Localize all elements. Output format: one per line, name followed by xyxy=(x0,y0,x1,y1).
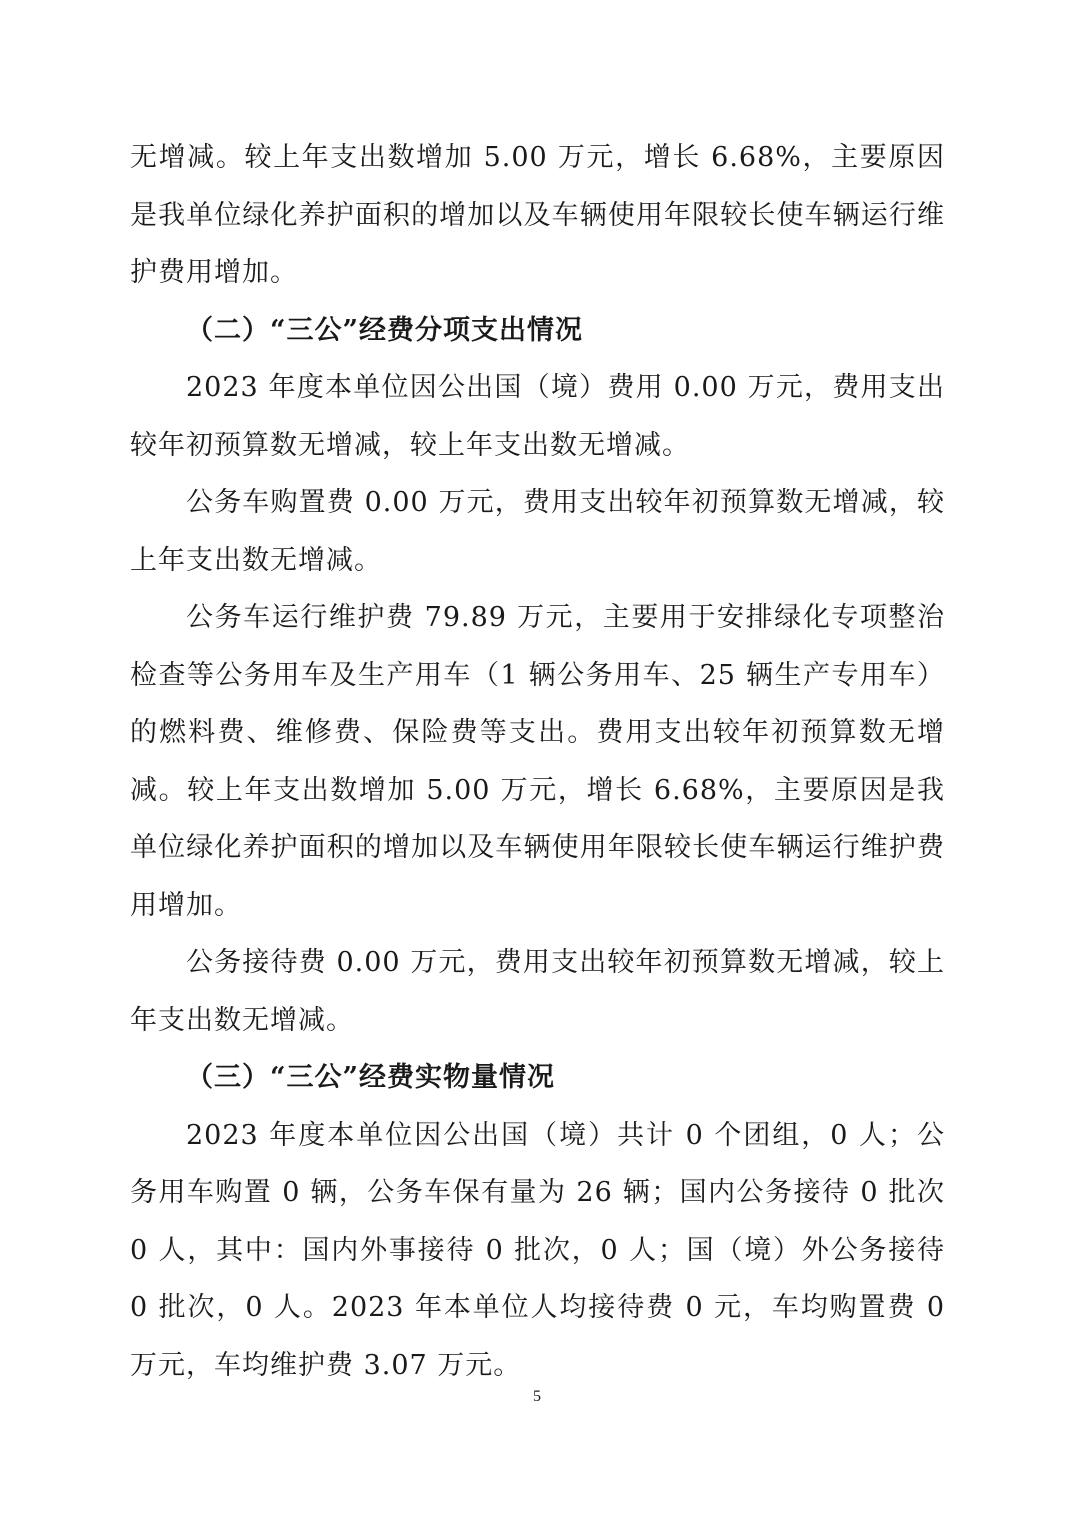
section-heading-2: （二）“三公”经费分项支出情况 xyxy=(186,314,584,346)
page-number: 5 xyxy=(533,1388,541,1405)
paragraph-physical-quantity: 2023 年度本单位因公出国（境）共计 0 个团组，0 人；公务用车购置 0 辆，公务车保有量为 26 辆；国内公务接待 0 批次 0 人，其中：国内外事接待 0 批次，0 人；国（境）外公务接待 0 批次，0 人。2023 年本单位人均接待费 0 元，车均购置费 0 万元，车均维护费 3.07 万元。 xyxy=(130,1119,945,1381)
paragraph-vehicle-purchase: 公务车购置费 0.00 万元，费用支出较年初预算数无增减，较上年支出数无增减。 xyxy=(130,487,945,576)
section-heading-3: （三）“三公”经费实物量情况 xyxy=(186,1062,556,1093)
paragraph-continuation: 无增减。较上年支出数增加 5.00 万元，增长 6.68%，主要原因是我单位绿化养护面积的增加以及车辆使用年限较长使车辆运行维护费用增加。 xyxy=(130,142,945,288)
paragraph-reception: 公务接待费 0.00 万元，费用支出较年初预算数无增减，较上年支出数无增减。 xyxy=(130,947,945,1036)
document-body xyxy=(130,129,945,1394)
paragraph-vehicle-maintenance: 公务车运行维护费 79.89 万元，主要用于安排绿化专项整治检查等公务用车及生产用车（1 辆公务用车、25 辆生产专用车）的燃料费、维修费、保险费等支出。费用支出较年初预算数无增减。较上年支出数增加 5.00 万元，增长 6.68%，主要原因是我单位绿化养护面积的增加以及车辆使用年限较长使车辆运行维护费用增加。 xyxy=(130,602,945,921)
paragraph-overseas-travel: 2023 年度本单位因公出国（境）费用 0.00 万元，费用支出较年初预算数无增减，较上年支出数无增减。 xyxy=(130,372,945,461)
